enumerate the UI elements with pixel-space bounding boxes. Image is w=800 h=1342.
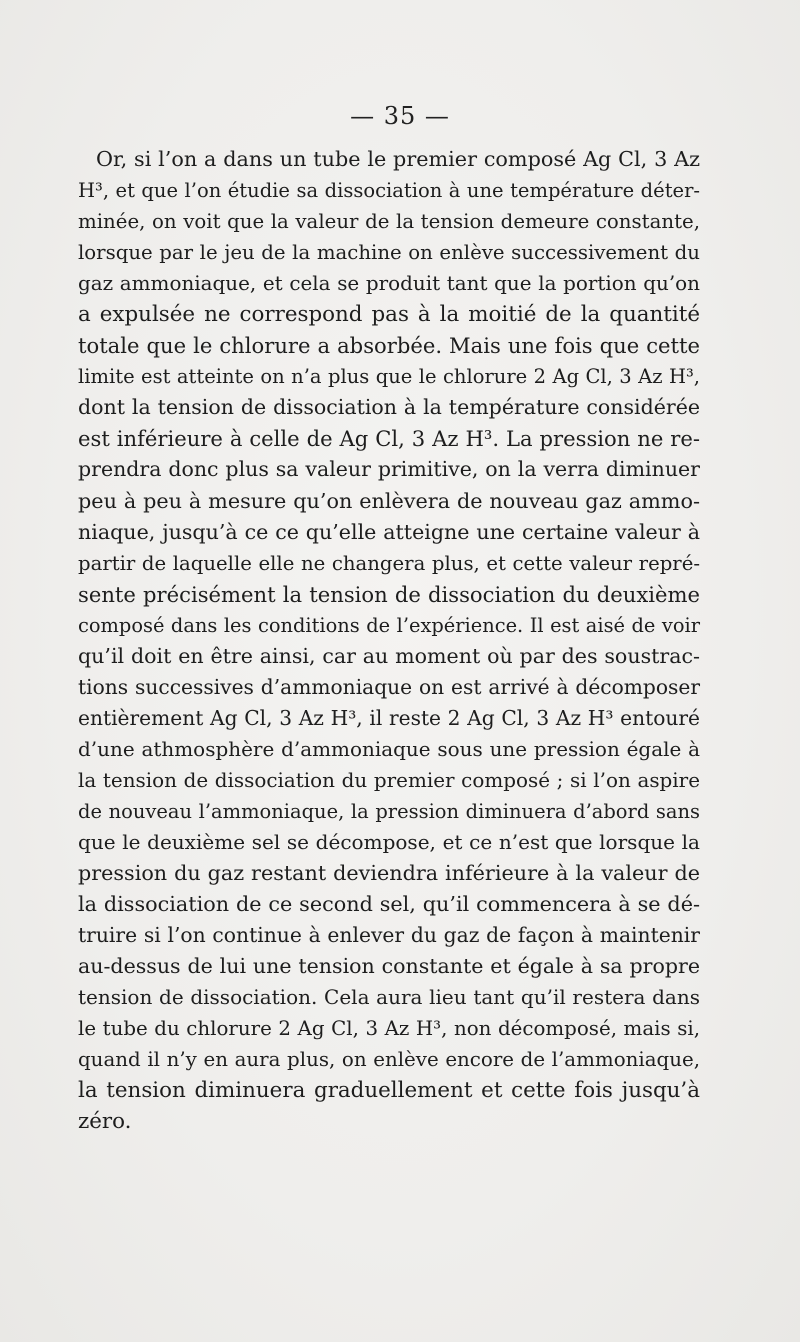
text-line: limite est atteinte on n’a plus que le chlorure 2 Ag Cl, 3 Az H³,	[78, 365, 700, 389]
text-line: totale que le chlorure a absorbée. Mais une fois que cette	[78, 333, 700, 359]
text-line: a expulsée ne correspond pas à la moitié de la quantité	[78, 302, 700, 328]
text-line: H³, et que l’on étudie sa dissociation à une température déter-	[78, 179, 700, 203]
text-line: partir de laquelle elle ne changera plus, et cette valeur repré-	[78, 551, 700, 575]
body-paragraph	[78, 144, 700, 1138]
text-line: prendra donc plus sa valeur primitive, on la verra diminuer	[78, 457, 700, 482]
text-line: lorsque par le jeu de la machine on enlève successivement du	[78, 241, 700, 265]
text-line: peu à peu à mesure qu’on enlèvera de nouveau gaz ammo-	[78, 488, 700, 513]
text-line: de nouveau l’ammoniaque, la pression diminuera d’abord sans	[78, 799, 700, 823]
text-line: est inférieure à celle de Ag Cl, 3 Az H³. La pression ne re-	[78, 426, 700, 452]
text-line: la dissociation de ce second sel, qu’il commencera à se dé-	[78, 892, 700, 917]
text-line: gaz ammoniaque, et cela se produit tant que la portion qu’on	[78, 272, 700, 296]
text-line: que le deuxième sel se décompose, et ce n’est que lorsque la	[78, 830, 700, 855]
text-line: entièrement Ag Cl, 3 Az H³, il reste 2 Ag Cl, 3 Az H³ entouré	[78, 705, 700, 730]
text-line: Or, si l’on a dans un tube le premier composé Ag Cl, 3 Az	[96, 147, 700, 171]
text-line: composé dans les conditions de l’expérience. Il est aisé de voir	[78, 613, 700, 637]
text-line: minée, on voit que la valeur de la tension demeure constante,	[78, 210, 700, 234]
text-line: d’une athmosphère d’ammoniaque sous une pression égale à	[78, 736, 700, 761]
text-line: zéro.	[78, 1109, 132, 1135]
text-line: tions successives d’ammoniaque on est arrivé à décomposer	[78, 674, 700, 699]
text-line: qu’il doit en être ainsi, car au moment où par des soustrac-	[78, 643, 700, 668]
text-line: le tube du chlorure 2 Ag Cl, 3 Az H³, non décomposé, mais si,	[78, 1017, 700, 1041]
text-line: tension de dissociation. Cela aura lieu tant qu’il restera dans	[78, 985, 700, 1010]
text-line: sente précisément la tension de dissociation du deuxième	[78, 581, 700, 607]
text-line: pression du gaz restant deviendra inférieure à la valeur de	[78, 861, 700, 886]
text-line: dont la tension de dissociation à la température considérée	[78, 395, 700, 420]
text-line: niaque, jusqu’à ce ce qu’elle atteigne une certaine valeur à	[78, 519, 700, 544]
text-line: truire si l’on continue à enlever du gaz de façon à maintenir	[78, 923, 700, 948]
text-line: la tension de dissociation du premier composé ; si l’on aspire	[78, 768, 700, 792]
text-line: quand il n’y en aura plus, on enlève encore de l’ammoniaque,	[78, 1048, 700, 1072]
page-number: — 35 —	[350, 102, 450, 130]
text-line: la tension diminuera graduellement et cette fois jusqu’à	[78, 1078, 700, 1104]
text-line: au-dessus de lui une tension constante et égale à sa propre	[78, 954, 700, 979]
